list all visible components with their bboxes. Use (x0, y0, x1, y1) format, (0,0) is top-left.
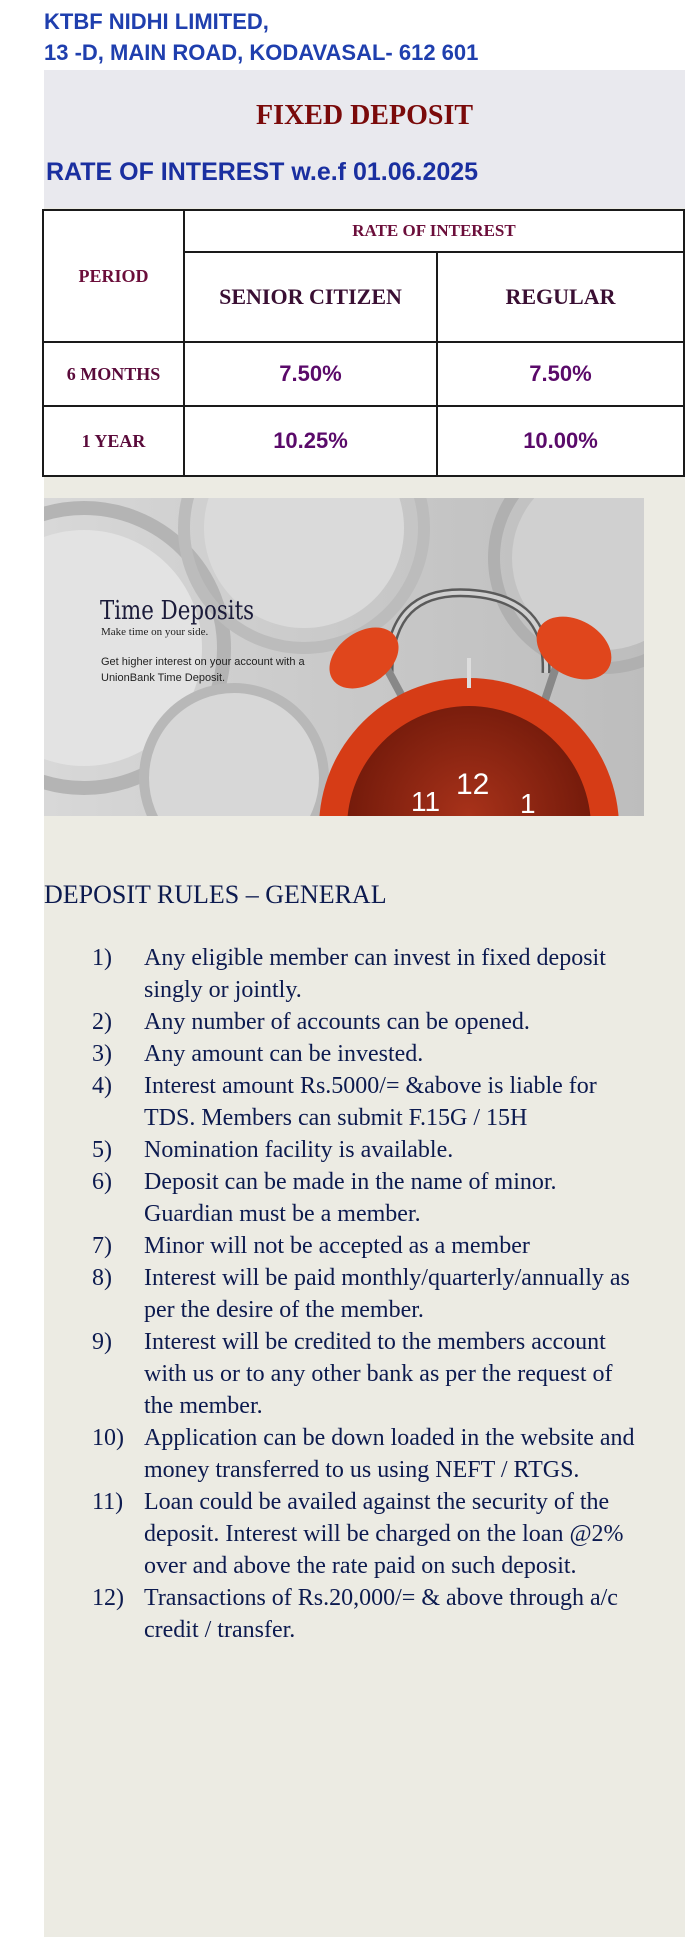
rule-number: 5) (92, 1137, 112, 1163)
clock-number: 1 (520, 788, 536, 816)
rule-number: 8) (92, 1265, 112, 1291)
rule-number: 1) (92, 945, 112, 971)
roi-header: RATE OF INTEREST (184, 210, 684, 252)
rates-table (42, 209, 685, 477)
company-header (44, 6, 478, 68)
period-cell: 1 YEAR (43, 406, 184, 476)
rule-text: Any eligible member can invest in fixed deposit singly or jointly. (144, 945, 606, 1003)
rule-number: 3) (92, 1041, 112, 1067)
list-item (44, 1166, 644, 1230)
list-item (44, 1230, 644, 1262)
senior-rate-cell: 10.25% (184, 406, 437, 476)
rule-text: Interest will be credited to the members account with us or to any other bank as per the request of the member. (144, 1329, 613, 1419)
rule-text: Application can be down loaded in the website and money transferred to us using NEFT / RTGS. (144, 1425, 635, 1483)
list-item (44, 1006, 644, 1038)
rule-text: Nomination facility is available. (144, 1137, 454, 1163)
rule-text: Deposit can be made in the name of minor. Guardian must be a member. (144, 1169, 557, 1227)
list-item (44, 1262, 644, 1326)
page-title: FIXED DEPOSIT (255, 100, 474, 131)
rate-heading: RATE OF INTEREST w.e.f 01.06.2025 (46, 158, 479, 186)
period-cell: 6 MONTHS (43, 342, 184, 406)
regular-header: REGULAR (437, 252, 684, 342)
rule-number: 7) (92, 1233, 112, 1259)
list-item (44, 1582, 644, 1646)
period-header: PERIOD (43, 210, 184, 342)
rules-title: DEPOSIT RULES – GENERAL (44, 880, 387, 909)
time-deposits-banner (44, 498, 644, 816)
company-address: 13 -D, MAIN ROAD, KODAVASAL- 612 601 (44, 40, 479, 65)
rule-text: Interest amount Rs.5000/= &above is liable for TDS. Members can submit F.15G / 15H (144, 1073, 597, 1131)
regular-rate-cell: 7.50% (437, 342, 684, 406)
list-item (44, 1422, 644, 1486)
list-item (44, 1326, 644, 1422)
table-row (43, 342, 684, 406)
list-item (44, 1038, 644, 1070)
rule-text: Loan could be availed against the security of the deposit. Interest will be charged on the loan @2% over and above the rate paid on such deposit. (144, 1489, 624, 1579)
title-band (44, 70, 685, 208)
rule-number: 11) (92, 1489, 124, 1515)
regular-rate-cell: 10.00% (437, 406, 684, 476)
clock-number: 11 (411, 786, 441, 816)
company-name: KTBF NIDHI LIMITED, (44, 9, 269, 34)
content-panel (44, 70, 685, 1937)
rule-text: Transactions of Rs.20,000/= & above through a/c credit / transfer. (144, 1585, 618, 1643)
rule-number: 10) (92, 1425, 124, 1451)
list-item (44, 1134, 644, 1166)
table-row (43, 406, 684, 476)
rule-text: Interest will be paid monthly/quarterly/annually as per the desire of the member. (144, 1265, 630, 1323)
banner-title: Time Deposits (100, 596, 255, 626)
senior-rate-cell: 7.50% (184, 342, 437, 406)
clock-number: 12 (456, 768, 490, 801)
rule-number: 9) (92, 1329, 112, 1355)
rule-number: 4) (92, 1073, 112, 1099)
list-item (44, 942, 644, 1006)
senior-citizen-header: SENIOR CITIZEN (184, 252, 437, 342)
rule-number: 12) (92, 1585, 124, 1611)
list-item (44, 1070, 644, 1134)
banner-text: Get higher interest on your account with a UnionBank Time Deposit. (101, 656, 305, 684)
rule-text: Any number of accounts can be opened. (144, 1009, 530, 1035)
banner-subtitle: Make time on your side. (101, 626, 209, 638)
rule-number: 2) (92, 1009, 112, 1035)
list-item (44, 1486, 644, 1582)
rule-text: Any amount can be invested. (144, 1041, 424, 1067)
rule-number: 6) (92, 1169, 112, 1195)
rule-text: Minor will not be accepted as a member (144, 1233, 530, 1259)
rules-list (44, 942, 644, 1646)
